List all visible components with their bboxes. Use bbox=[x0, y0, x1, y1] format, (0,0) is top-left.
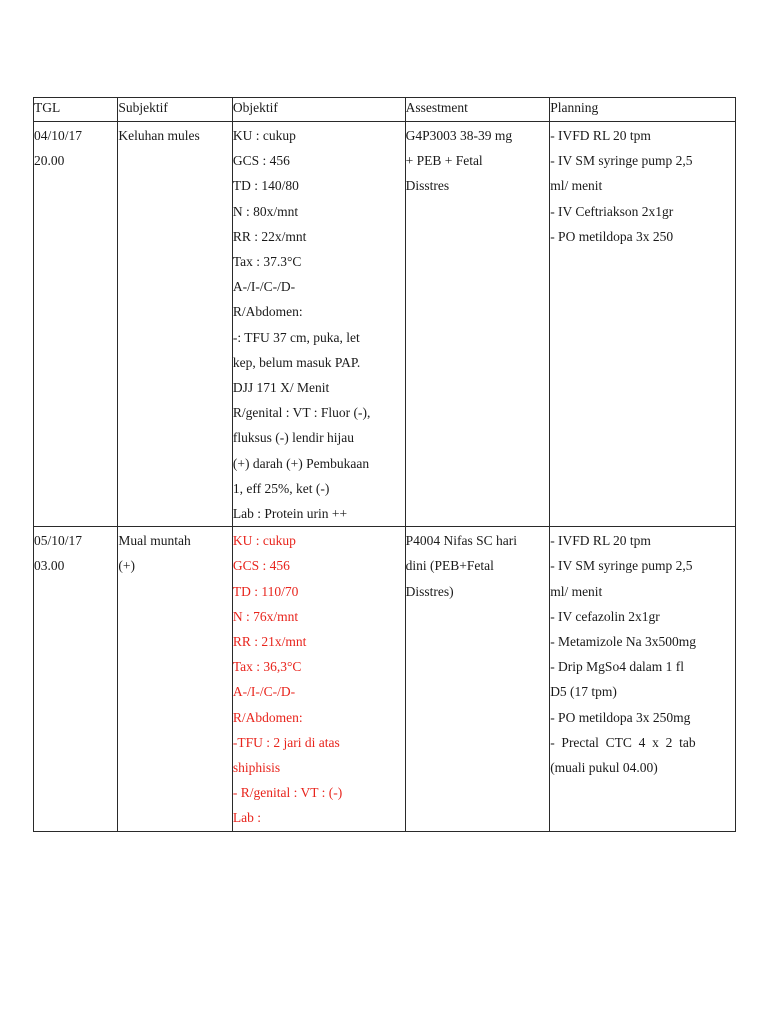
planning-line: D5 (17 tpm) bbox=[550, 684, 617, 700]
objektif-line: -: TFU 37 cm, puka, let bbox=[232, 329, 360, 345]
assestment-line: P4004 Nifas SC hari bbox=[405, 533, 517, 549]
objektif-line: - R/genital : VT : (-) bbox=[232, 785, 343, 801]
assestment-line: Disstres bbox=[405, 178, 450, 194]
cell-subjektif bbox=[118, 122, 232, 527]
planning-line: ml/ menit bbox=[550, 178, 603, 194]
subjektif-line: (+) bbox=[118, 558, 135, 574]
planning-line: - Prectal CTC 4 x 2 tab bbox=[550, 734, 696, 750]
objektif-line: fluksus (-) lendir hijau bbox=[232, 430, 354, 446]
planning-line: - PO metildopa 3x 250 bbox=[550, 228, 674, 244]
cell-subjektif bbox=[118, 527, 232, 831]
table-row bbox=[34, 122, 736, 527]
table-row bbox=[34, 527, 736, 831]
planning-line: - PO metildopa 3x 250mg bbox=[550, 709, 691, 725]
soap-record-table bbox=[33, 97, 736, 832]
objektif-line: -TFU : 2 jari di atas bbox=[232, 734, 340, 750]
objektif-line: shiphisis bbox=[232, 760, 281, 776]
cell-objektif bbox=[232, 122, 405, 527]
objektif-line: R/Abdomen: bbox=[232, 304, 303, 320]
objektif-line: R/Abdomen: bbox=[232, 709, 303, 725]
cell-planning bbox=[550, 527, 736, 831]
objektif-line: DJJ 171 X/ Menit bbox=[232, 380, 330, 396]
objektif-line: Lab : Protein urin ++ bbox=[232, 506, 348, 522]
objektif-line: N : 80x/mnt bbox=[232, 203, 299, 219]
planning-line: - IV cefazolin 2x1gr bbox=[550, 608, 660, 624]
cell-tgl bbox=[34, 122, 118, 527]
objektif-line: (+) darah (+) Pembukaan bbox=[232, 455, 370, 471]
objektif-line: RR : 21x/mnt bbox=[232, 634, 307, 650]
tgl-time: 20.00 bbox=[34, 153, 65, 169]
cell-objektif bbox=[232, 527, 405, 831]
tgl-date: 04/10/17 bbox=[34, 128, 83, 143]
tgl-time: 03.00 bbox=[34, 558, 65, 574]
cell-planning bbox=[550, 122, 736, 527]
subjektif-line: Keluhan mules bbox=[118, 128, 200, 143]
assestment-line: + PEB + Fetal bbox=[405, 153, 483, 169]
planning-line: ml/ menit bbox=[550, 583, 603, 599]
header-subjektif: Subjektif bbox=[118, 98, 232, 122]
objektif-line: Tax : 36,3°C bbox=[232, 659, 302, 675]
objektif-line: TD : 140/80 bbox=[232, 178, 299, 194]
objektif-line: R/genital : VT : Fluor (-), bbox=[232, 405, 371, 421]
cell-tgl bbox=[34, 527, 118, 831]
objektif-line: KU : cukup bbox=[232, 533, 296, 549]
planning-line: - IVFD RL 20 tpm bbox=[550, 533, 651, 549]
assestment-line: Disstres) bbox=[405, 583, 454, 599]
assestment-line: G4P3003 38-39 mg bbox=[405, 128, 513, 143]
planning-line: (muali pukul 04.00) bbox=[550, 760, 658, 776]
planning-line: - IVFD RL 20 tpm bbox=[550, 128, 651, 143]
objektif-line: Lab : bbox=[232, 810, 261, 826]
objektif-line: 1, eff 25%, ket (-) bbox=[232, 480, 330, 496]
objektif-line: N : 76x/mnt bbox=[232, 608, 299, 624]
objektif-line: KU : cukup bbox=[232, 128, 296, 143]
objektif-line: kep, belum masuk PAP. bbox=[232, 354, 361, 370]
header-assestment: Assestment bbox=[405, 98, 550, 122]
objektif-line: A-/I-/C-/D- bbox=[232, 684, 296, 700]
table-header-row bbox=[34, 98, 736, 122]
objektif-line: TD : 110/70 bbox=[232, 583, 299, 599]
planning-line: - Metamizole Na 3x500mg bbox=[550, 634, 697, 650]
planning-line: - IV SM syringe pump 2,5 bbox=[550, 558, 693, 574]
planning-line: - IV Ceftriakson 2x1gr bbox=[550, 203, 674, 219]
planning-line: - IV SM syringe pump 2,5 bbox=[550, 153, 693, 169]
subjektif-line: Mual muntah bbox=[118, 533, 191, 549]
cell-assestment bbox=[405, 527, 550, 831]
tgl-date: 05/10/17 bbox=[34, 533, 83, 549]
header-planning: Planning bbox=[550, 98, 736, 122]
cell-assestment bbox=[405, 122, 550, 527]
planning-line: - Drip MgSo4 dalam 1 fl bbox=[550, 659, 685, 675]
objektif-line: RR : 22x/mnt bbox=[232, 228, 307, 244]
header-objektif: Objektif bbox=[232, 98, 405, 122]
objektif-line: Tax : 37.3°C bbox=[232, 254, 302, 270]
objektif-line: GCS : 456 bbox=[232, 558, 290, 574]
objektif-line: A-/I-/C-/D- bbox=[232, 279, 296, 295]
assestment-line: dini (PEB+Fetal bbox=[405, 558, 494, 574]
objektif-line: GCS : 456 bbox=[232, 153, 290, 169]
header-tgl: TGL bbox=[34, 98, 118, 122]
